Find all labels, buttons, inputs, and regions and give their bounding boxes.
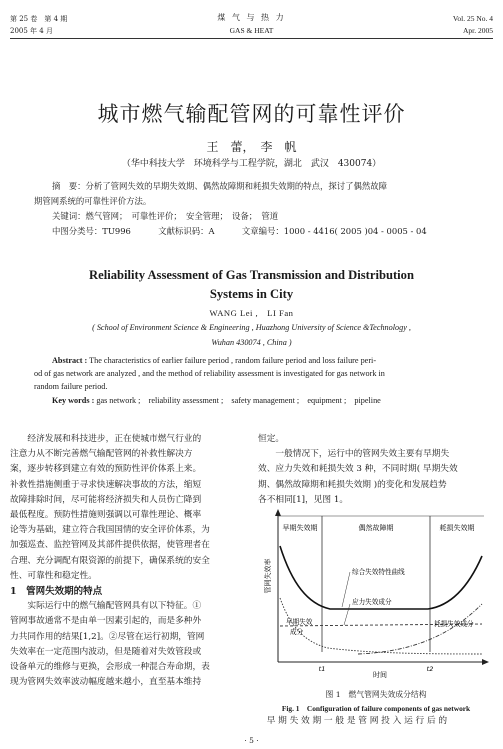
section-heading-1: 1 管网失效期的特点 — [10, 586, 103, 598]
header-date-cn: 2005 年 4 月 — [10, 27, 53, 35]
authors-cn: 王 蕾， 李 帆 — [206, 140, 297, 154]
body-right-last-line: 早 期 失 效 期 一 般 是 管 网 投 入 运 行 后 的 — [258, 716, 448, 726]
body-line: 失效率在一定范围内波动，但是随着对失效管段或 — [10, 646, 202, 657]
leader-composite — [342, 572, 350, 607]
authors-en: WANG Lei , LI Fan — [209, 308, 294, 318]
header-date-en: Apr. 2005 — [463, 26, 493, 35]
body-line: 合理、充分调配有限资源的前提下，确保系统的安全 — [10, 555, 210, 566]
legend-early-1: 早期失效 — [286, 618, 313, 626]
legend-early-2: 成分 — [290, 628, 304, 636]
y-axis-arrow — [275, 509, 281, 516]
abstract-en-line-2: od of gas network are analyzed , and the method of reliability assessment is investigated for gas network in — [34, 369, 385, 379]
body-line: 力共同作用的结果[1,2]。②尽管在运行初期，管网 — [10, 631, 205, 642]
header-journal-cn: 煤 气 与 热 力 — [217, 13, 286, 22]
body-line: 补救性措施侧重于寻求快速解决事故的方法，缩短 — [10, 479, 202, 490]
figure-failure-components — [258, 506, 494, 678]
classification-number: 中图分类号：TU996 — [52, 226, 131, 236]
figure-caption-cn: 图 1 燃气管网失效成分结构 — [325, 690, 427, 699]
body-line: 最低程度。预防性措施则强调以可靠性理论、概率 — [10, 510, 202, 521]
tick-label-t2: t2 — [426, 665, 434, 673]
abstract-en-line-1: The characteristics of earlier failure period , random failure period and loss failure peri- — [89, 356, 377, 365]
abstract-text-cn-1: 分析了管网失效的早期失效期、偶然故障期和耗损失效期的特点，探讨了偶然故障 — [85, 181, 387, 191]
header-volume-en: Vol. 25 No. 4 — [452, 14, 493, 23]
affiliation-en-1: ( School of Environment Science & Engineering , Huazhong University of Science &Technology , — [92, 323, 411, 332]
legend-wear: 耗损失效成分 — [434, 620, 474, 628]
body-line: 故障排除时间，尽可能将经济损失和人员伤亡降到 — [10, 494, 202, 505]
body-line: 恒定。 — [258, 434, 285, 444]
abstract-en — [34, 354, 474, 407]
x-axis-arrow — [482, 659, 489, 665]
body-line: 现为管网失效率波动幅度越来越小，直至基本维持 — [10, 677, 202, 688]
body-line: 注意力从不断完善燃气输配管网的补救性解决方 — [10, 449, 193, 460]
abstract-cn — [34, 180, 474, 238]
page-title-en-2: Systems in City — [209, 287, 294, 301]
body-line: 管网事故通常不是由单一因素引起的，而是多种外 — [10, 616, 202, 627]
keywords-cn: 燃气管网； 可靠性评价； 安全管理； 设备； 管道 — [85, 211, 279, 221]
document-code: 文献标识码：A — [158, 226, 215, 236]
wear-failure-curve — [358, 604, 482, 654]
legend-stress: 应力失效成分 — [352, 598, 392, 606]
page-title-cn: 城市燃气输配管网的可靠性评价 — [97, 102, 406, 126]
body-line: 论等为基础，建立符合我国国情的安全评价体系，为 — [10, 525, 210, 536]
abstract-label-en: Abstract : — [52, 356, 88, 365]
region-label-early: 早期失效期 — [282, 524, 318, 532]
abstract-text-cn-2: 期管网系统的可靠性评价方法。 — [34, 196, 152, 206]
body-line: 经济发展和科技进步，正在使城市燃气行业的 — [10, 434, 202, 444]
affiliation-cn: （华中科技大学 环境科学与工程学院，湖北 武汉 430074） — [121, 159, 382, 169]
body-line: 效、应力失效和耗损失效 3 种，不同时期( 早期失效 — [258, 464, 458, 475]
keywords-label-en: Key words : — [52, 395, 95, 405]
abstract-en-line-3: random failure period. — [34, 382, 108, 392]
header-rule — [10, 38, 493, 39]
body-line: 设备单元的维修与更换，会形成一种混合寿命期，表 — [10, 662, 210, 673]
page-number: · 5 · — [244, 736, 259, 745]
body-line: 案，逐步转移到建立有效的预防性评价体系上来。 — [10, 464, 202, 475]
abstract-label-cn: 摘 要： — [52, 181, 86, 191]
y-axis-label: 管网失效率 — [264, 558, 272, 594]
keywords-label-cn: 关键词： — [52, 211, 86, 221]
header-journal-en: GAS & HEAT — [229, 26, 274, 35]
body-line: 期、偶然故障期和耗损失效期 )的变化和发展趋势 — [258, 479, 447, 490]
header-volume-cn: 第 25 卷 第 4 期 — [10, 15, 68, 23]
article-number: 文章编号：1000 - 4416( 2005 )04 - 0005 - 04 — [241, 226, 427, 236]
legend-composite: 综合失效特性曲线 — [352, 568, 405, 576]
body-line: 加强巡查、监控管网及其部件提供依据，使管理者在 — [10, 540, 210, 551]
region-label-wear: 耗损失效期 — [439, 524, 475, 532]
figure-caption-en: Fig. 1 Configuration of failure components of gas network — [281, 704, 471, 713]
body-line: 实际运行中的燃气输配管网具有以下特征。① — [10, 601, 202, 612]
tick-label-t1: t1 — [318, 665, 326, 673]
region-label-random: 偶然故障期 — [358, 524, 394, 532]
keywords-en: gas network ; reliability assessment ; safety management ; equipment ; pipeline — [96, 395, 381, 405]
body-line: 各不相同[1]，见图 1。 — [258, 494, 349, 505]
body-right-column — [258, 432, 494, 508]
affiliation-en-2: Wuhan 430074 , China ) — [211, 338, 292, 347]
page-title-en-1: Reliability Assessment of Gas Transmission and Distribution — [89, 268, 414, 282]
body-line: 一般情况下，运行中的管网失效主要有早期失 — [258, 449, 450, 460]
body-line: 性、可靠性和稳定性。 — [10, 570, 97, 581]
x-axis-label: 时间 — [373, 671, 387, 678]
body-left-column — [10, 432, 242, 690]
leader-stress — [344, 604, 350, 625]
